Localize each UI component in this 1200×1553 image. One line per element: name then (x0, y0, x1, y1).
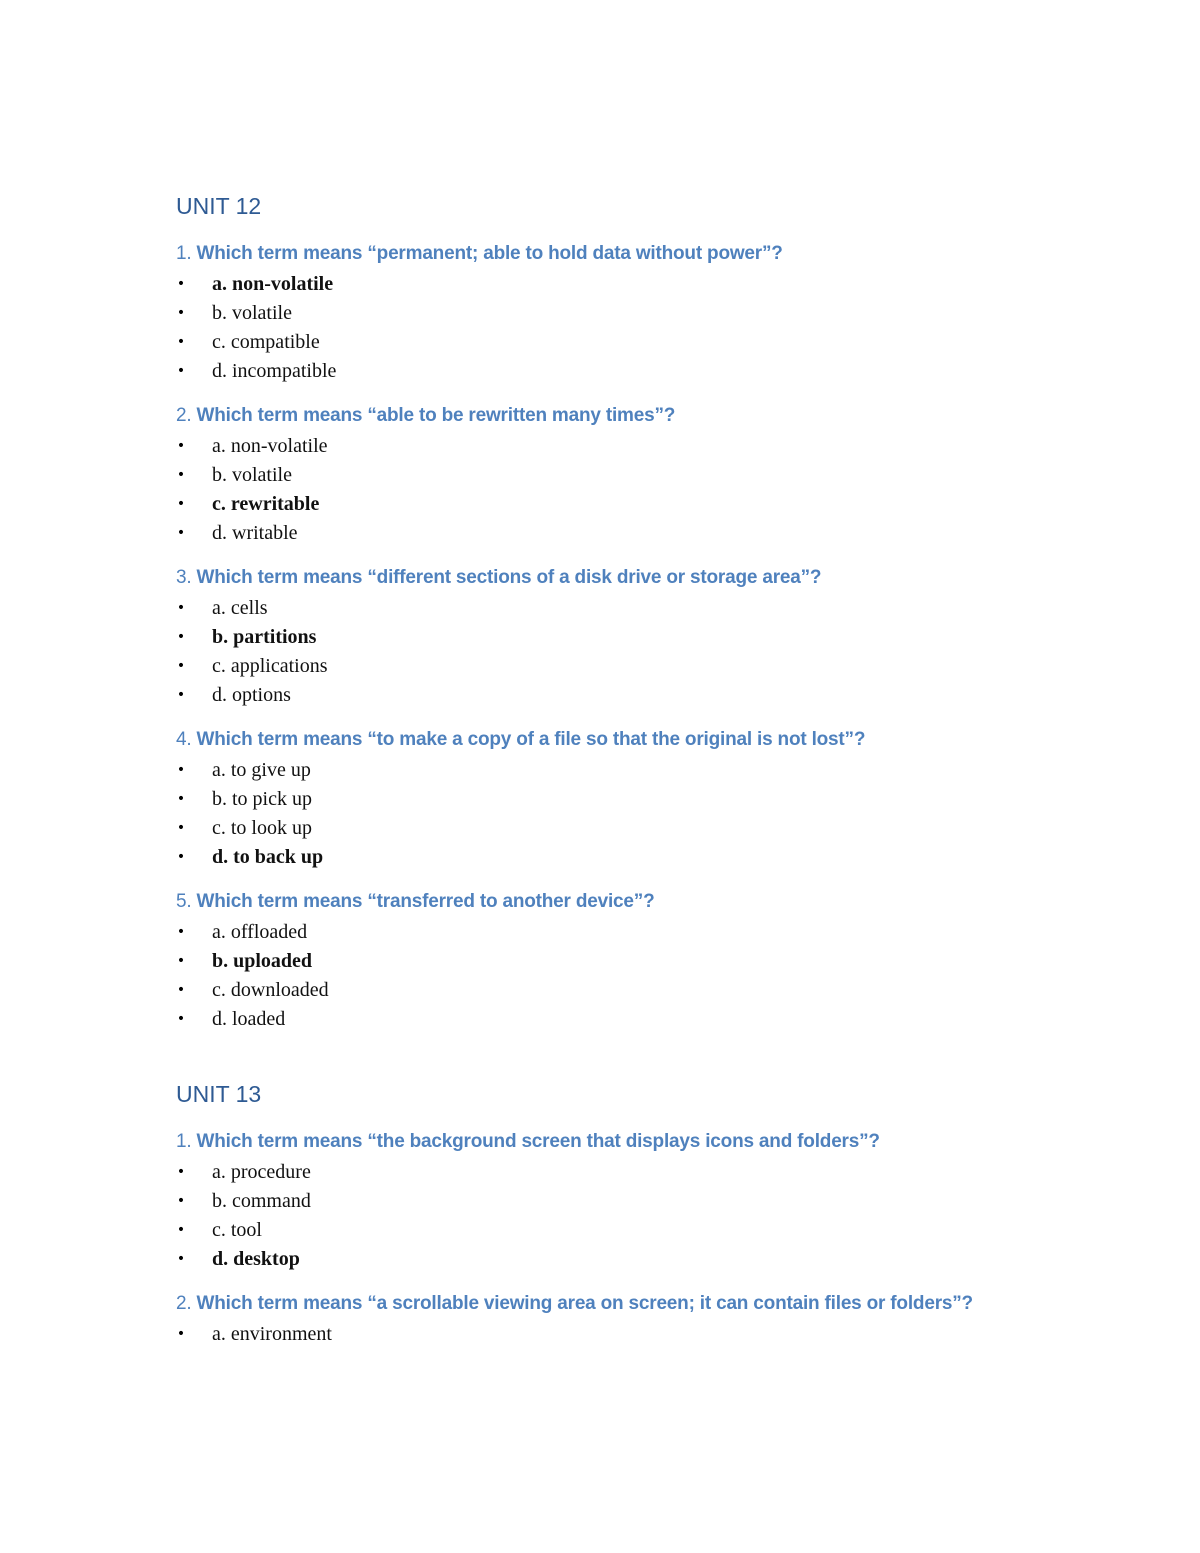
answer-options-list (176, 918, 1076, 1034)
answer-options-list (176, 432, 1076, 548)
question-number: 3. (176, 567, 192, 588)
bullet-icon: • (176, 1164, 186, 1180)
bullet-icon: • (176, 658, 186, 674)
answer-option (176, 1187, 1076, 1216)
bullet-icon: • (176, 1011, 186, 1027)
question-block (176, 240, 1076, 386)
bullet-icon: • (176, 305, 186, 321)
answer-options-list (176, 756, 1076, 872)
answer-option (176, 652, 1076, 681)
answer-option-correct (176, 843, 1076, 872)
question-block (176, 564, 1076, 710)
document-content (176, 192, 1076, 1365)
question-text (176, 564, 1076, 592)
answer-option-text: d. desktop (212, 1248, 300, 1270)
bullet-icon: • (176, 953, 186, 969)
answer-option (176, 785, 1076, 814)
answer-option-text: b. uploaded (212, 950, 313, 972)
answer-option (176, 756, 1076, 785)
question-prompt: Which term means “a scrollable viewing area on screen; it can contain files or folders”? (196, 1293, 973, 1314)
bullet-icon: • (176, 276, 186, 292)
answer-option-text: c. tool (212, 1219, 262, 1241)
question-text (176, 726, 1076, 754)
question-prompt: Which term means “able to be rewritten many times”? (196, 405, 676, 426)
answer-option-text: a. non-volatile (212, 273, 334, 295)
question-prompt: Which term means “permanent; able to hold data without power”? (196, 243, 783, 264)
answer-option-text: d. writable (212, 522, 298, 544)
question-number: 2. (176, 1293, 192, 1314)
answer-option-text: c. compatible (212, 331, 320, 353)
question-block (176, 402, 1076, 548)
answer-option (176, 681, 1076, 710)
answer-option (176, 299, 1076, 328)
bullet-icon: • (176, 1251, 186, 1267)
question-text (176, 240, 1076, 268)
question-number: 5. (176, 891, 192, 912)
bullet-icon: • (176, 762, 186, 778)
answer-option-text: d. loaded (212, 1008, 286, 1030)
answer-option-text: a. non-volatile (212, 435, 328, 457)
bullet-icon: • (176, 1193, 186, 1209)
bullet-icon: • (176, 924, 186, 940)
question-text (176, 1290, 1076, 1318)
answer-options-list (176, 594, 1076, 710)
answer-option-text: c. downloaded (212, 979, 329, 1001)
answer-option (176, 1320, 1076, 1349)
answer-options-list (176, 1158, 1076, 1274)
question-block (176, 888, 1076, 1034)
question-block (176, 726, 1076, 872)
answer-option-text: b. to pick up (212, 788, 312, 810)
answer-option-text: c. to look up (212, 817, 312, 839)
bullet-icon: • (176, 820, 186, 836)
unit-title: UNIT 13 (176, 1081, 262, 1107)
bullet-icon: • (176, 1222, 186, 1238)
question-text (176, 402, 1076, 430)
bullet-icon: • (176, 334, 186, 350)
bullet-icon: • (176, 687, 186, 703)
question-text (176, 888, 1076, 916)
answer-option-correct (176, 490, 1076, 519)
answer-option-correct (176, 1245, 1076, 1274)
answer-option (176, 1158, 1076, 1187)
bullet-icon: • (176, 982, 186, 998)
answer-option (176, 976, 1076, 1005)
answer-option-text: d. options (212, 684, 291, 706)
bullet-icon: • (176, 363, 186, 379)
unit-title: UNIT 12 (176, 193, 262, 219)
answer-option (176, 461, 1076, 490)
bullet-icon: • (176, 438, 186, 454)
bullet-icon: • (176, 525, 186, 541)
bullet-icon: • (176, 849, 186, 865)
answer-option-text: a. cells (212, 597, 268, 619)
answer-option-correct (176, 947, 1076, 976)
question-text (176, 1128, 1076, 1156)
question-prompt: Which term means “the background screen that displays icons and folders”? (196, 1131, 880, 1152)
answer-option (176, 519, 1076, 548)
answer-option-text: d. to back up (212, 846, 324, 868)
answer-option (176, 814, 1076, 843)
answer-option-text: a. offloaded (212, 921, 308, 943)
bullet-icon: • (176, 1326, 186, 1342)
answer-options-list (176, 270, 1076, 386)
question-block (176, 1128, 1076, 1274)
answer-option-text: a. procedure (212, 1161, 311, 1183)
answer-options-list (176, 1320, 1076, 1349)
question-prompt: Which term means “different sections of a disk drive or storage area”? (196, 567, 822, 588)
answer-option-text: a. environment (212, 1323, 332, 1345)
question-prompt: Which term means “transferred to another device”? (196, 891, 655, 912)
answer-option-text: b. partitions (212, 626, 317, 648)
question-number: 2. (176, 405, 192, 426)
question-number: 4. (176, 729, 192, 750)
answer-option (176, 594, 1076, 623)
question-block (176, 1290, 1076, 1349)
answer-option-text: d. incompatible (212, 360, 337, 382)
answer-option (176, 1216, 1076, 1245)
answer-option (176, 1005, 1076, 1034)
bullet-icon: • (176, 600, 186, 616)
answer-option (176, 357, 1076, 386)
bullet-icon: • (176, 791, 186, 807)
answer-option (176, 432, 1076, 461)
answer-option-text: b. command (212, 1190, 311, 1212)
unit-section (176, 1080, 1076, 1349)
answer-option-correct (176, 623, 1076, 652)
answer-option-correct (176, 270, 1076, 299)
question-number: 1. (176, 1131, 192, 1152)
question-number: 1. (176, 243, 192, 264)
answer-option (176, 918, 1076, 947)
answer-option-text: b. volatile (212, 302, 292, 324)
answer-option-text: c. applications (212, 655, 328, 677)
bullet-icon: • (176, 629, 186, 645)
question-prompt: Which term means “to make a copy of a file so that the original is not lost”? (196, 729, 866, 750)
answer-option-text: b. volatile (212, 464, 292, 486)
answer-option-text: a. to give up (212, 759, 311, 781)
answer-option (176, 328, 1076, 357)
bullet-icon: • (176, 467, 186, 483)
answer-option-text: c. rewritable (212, 493, 320, 515)
unit-section (176, 192, 1076, 1034)
bullet-icon: • (176, 496, 186, 512)
